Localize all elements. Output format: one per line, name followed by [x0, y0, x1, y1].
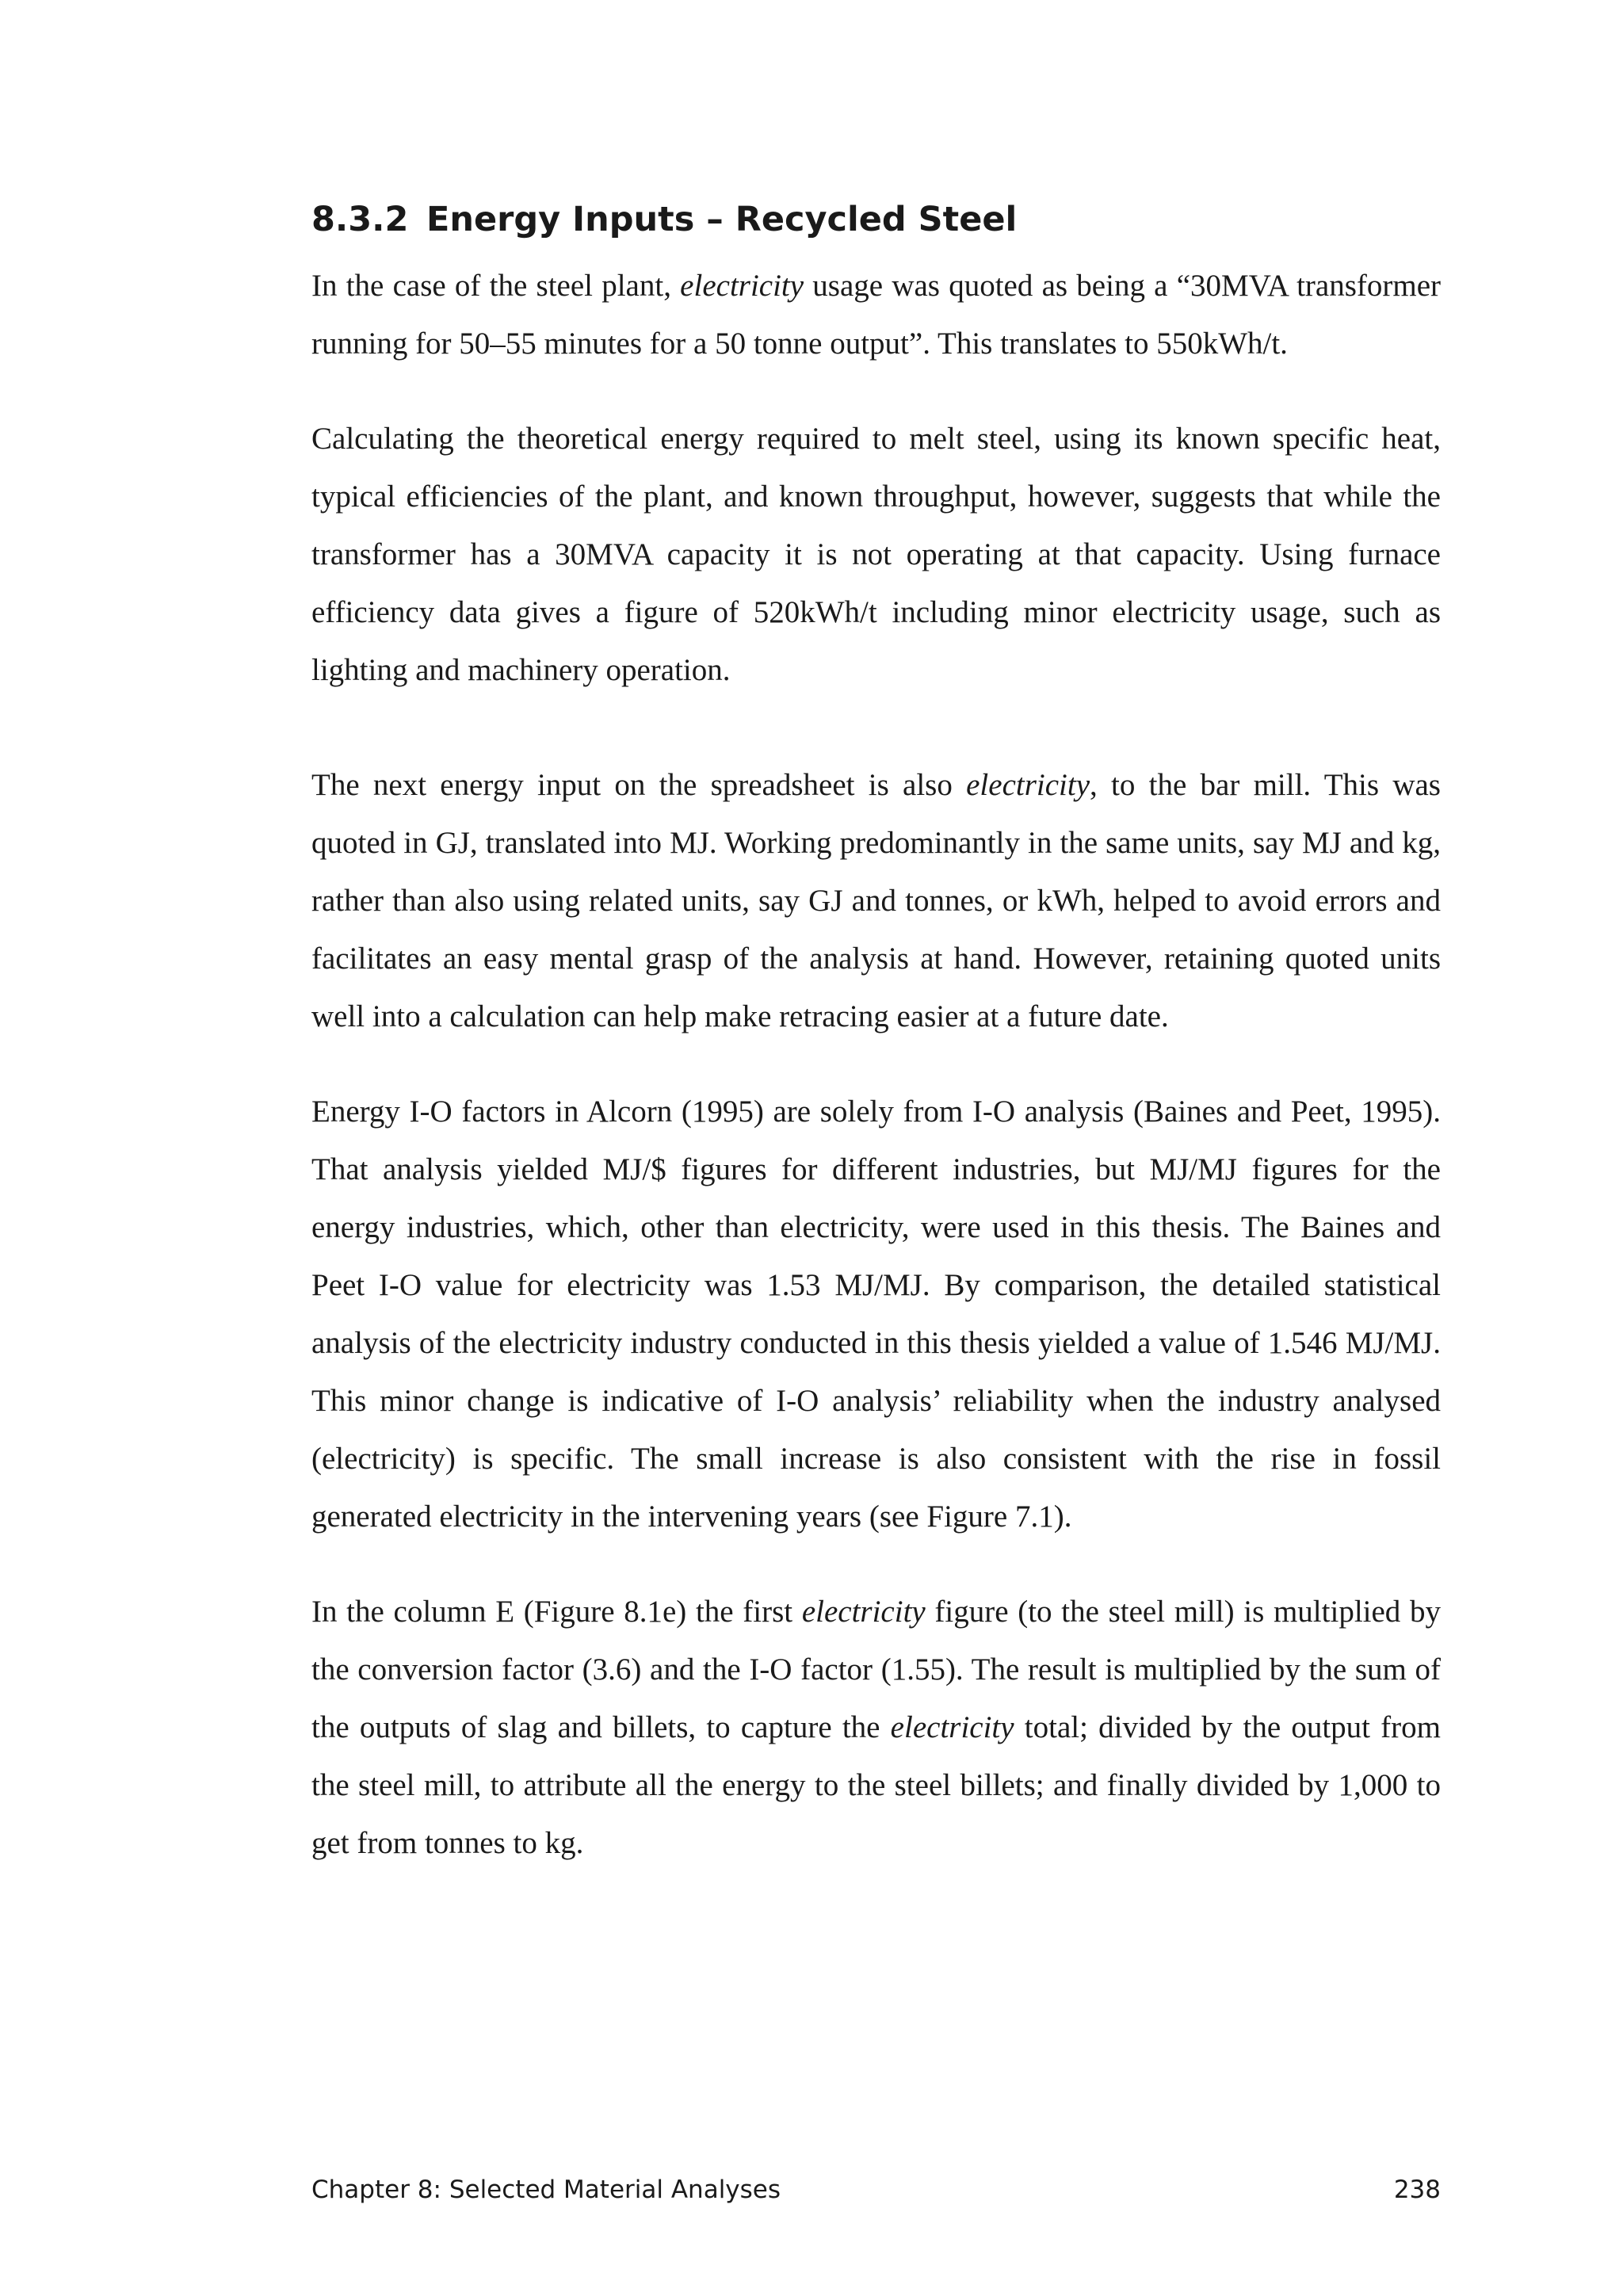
page-number: 238: [1393, 2176, 1441, 2204]
text-run: total; divided by the output from the steel mill, to attribute all the energy to the steel billets; and finally divided by 1,000 to get from tonnes to kg.: [311, 1710, 1441, 1860]
italic-term: electricity: [966, 768, 1090, 802]
footer-chapter: Chapter 8: Selected Material Analyses: [311, 2176, 781, 2204]
section-heading: [311, 190, 1441, 249]
paragraph-1: [311, 257, 1441, 372]
text-run: figure (to the steel mill) is multiplied by the conversion factor (3.6) and the I-O factor (1.55). The result is multiplied by the sum of the outputs of slag and billets, to capture the: [311, 1595, 1441, 1744]
paragraph-5: [311, 1583, 1441, 1872]
text-run: The next energy input on the spreadsheet is also: [311, 768, 967, 802]
page-content: [311, 190, 1441, 1872]
page-footer: [311, 2176, 1441, 2204]
italic-term: electricity: [801, 1595, 926, 1629]
section-title: Energy Inputs – Recycled Steel: [426, 200, 1018, 239]
italic-term: electricity: [680, 269, 804, 303]
section-number: 8.3.2: [311, 200, 409, 239]
text-run: usage was quoted as being a “30MVA transformer running for 50–55 minutes for a 50 tonne output”. This translates to 550kWh/t.: [311, 269, 1441, 361]
italic-term: electricity: [890, 1710, 1014, 1744]
paragraph-3: [311, 756, 1441, 1045]
paragraph-2: Calculating the theoretical energy required to melt steel, using its known specific heat, typical efficiencies of the plant, and known throughput, however, suggests that while the transformer has a 30MVA capacity it is not operating at that capacity. Using furnace efficiency data gives a figure of 520kWh/t including minor electricity usage, such as lighting and machinery operation.: [311, 422, 1441, 687]
paragraph-4: Energy I-O factors in Alcorn (1995) are solely from I-O analysis (Baines and Peet, 1995). That analysis yielded MJ/$ figures for different industries, but MJ/MJ figures for the energy industries, which, other than electricity, were used in this thesis. The Baines and Peet I-O value for electricity was 1.53 MJ/MJ. By comparison, the detailed statistical analysis of the electricity industry conducted in this thesis yielded a value of 1.546 MJ/MJ. This minor change is indicative of I-O analysis’ reliability when the industry analysed (electricity) is specific. The small increase is also consistent with the rise in fossil generated electricity in the intervening years (see Figure 7.1).: [311, 1095, 1441, 1534]
text-run: In the case of the steel plant,: [311, 269, 681, 303]
text-run: In the column E (Figure 8.1e) the first: [311, 1595, 802, 1629]
text-run: , to the bar mill. This was quoted in GJ, translated into MJ. Working predominantly in the same units, say MJ and kg, rather than also using related units, say GJ and tonnes, or kWh, helped to avoid errors and facilitates an easy mental grasp of the analysis at hand. However, retaining quoted units well into a calculation can help make retracing easier at a future date.: [311, 768, 1441, 1033]
